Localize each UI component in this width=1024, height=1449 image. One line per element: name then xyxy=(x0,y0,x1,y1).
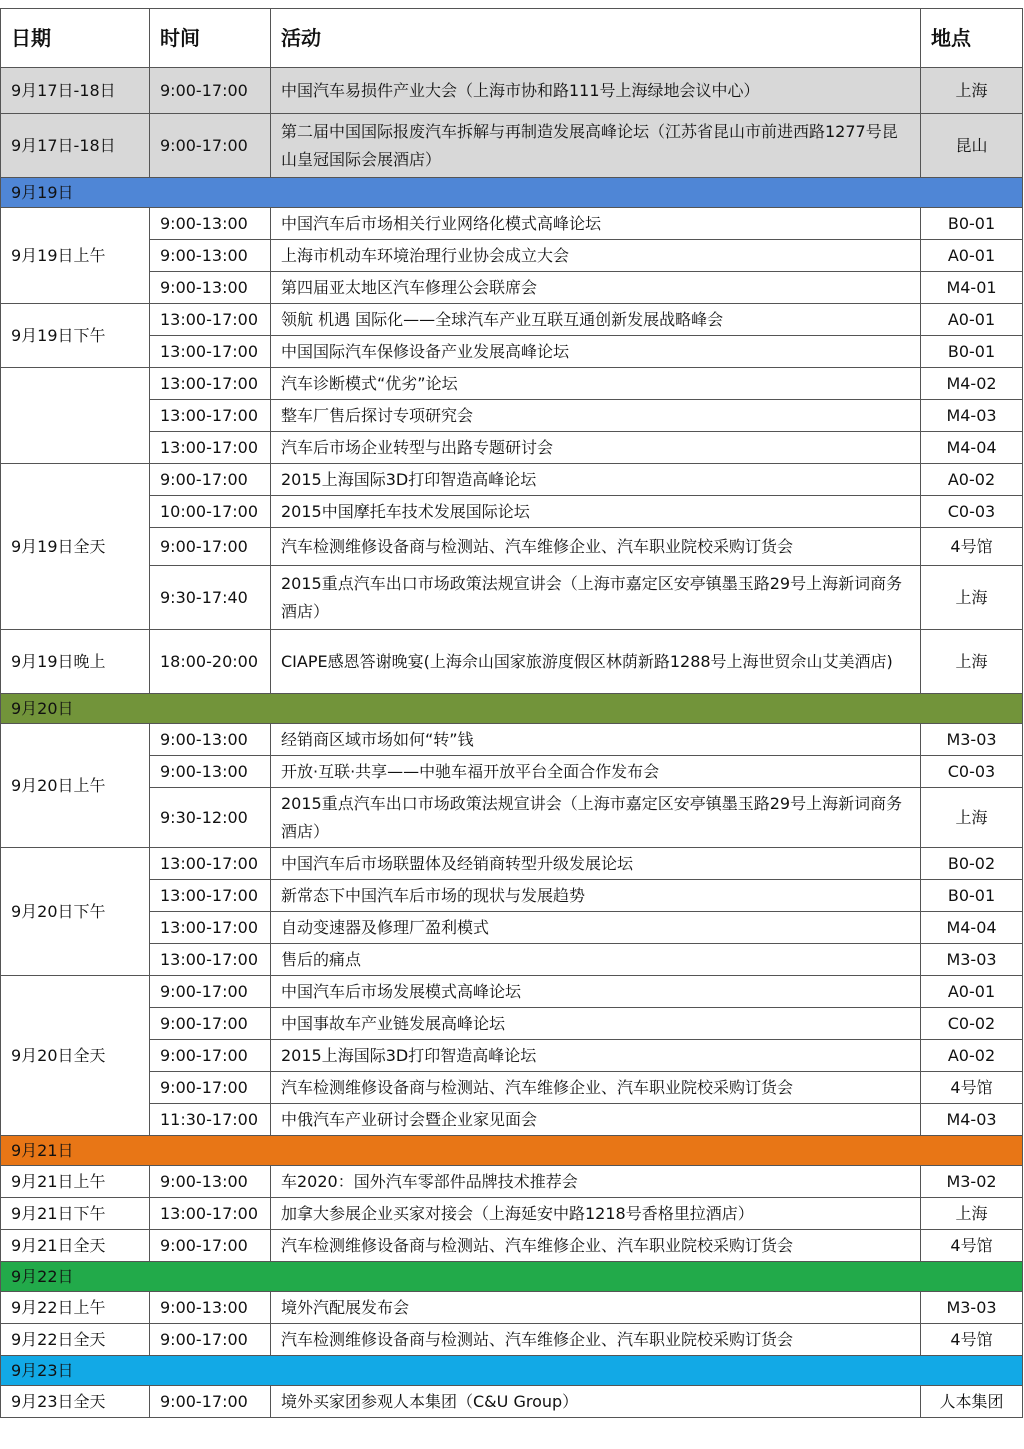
location-cell: M4-02 xyxy=(921,368,1023,400)
activity-cell: 中国汽车后市场发展模式高峰论坛 xyxy=(271,976,921,1008)
location-cell: B0-01 xyxy=(921,208,1023,240)
date-cell: 9月21日全天 xyxy=(1,1230,150,1262)
table-row xyxy=(1,114,1023,178)
location-cell: M4-03 xyxy=(921,400,1023,432)
time-cell: 9:00-13:00 xyxy=(150,1166,271,1198)
time-cell: 9:00-13:00 xyxy=(150,1292,271,1324)
location-cell: 4号馆 xyxy=(921,1324,1023,1356)
activity-cell: 2015上海国际3D打印智造高峰论坛 xyxy=(271,464,921,496)
location-cell: 上海 xyxy=(921,68,1023,114)
activity-cell: 中国事故车产业链发展高峰论坛 xyxy=(271,1008,921,1040)
section-label: 9月22日 xyxy=(1,1262,1023,1292)
activity-cell: 中国国际汽车保修设备产业发展高峰论坛 xyxy=(271,336,921,368)
time-cell: 9:00-17:00 xyxy=(150,1386,271,1418)
location-cell: 上海 xyxy=(921,566,1023,630)
section-row xyxy=(1,1136,1023,1166)
time-cell: 9:30-12:00 xyxy=(150,788,271,848)
activity-cell: 中国汽车后市场相关行业网络化模式高峰论坛 xyxy=(271,208,921,240)
location-cell: A0-02 xyxy=(921,1040,1023,1072)
time-cell: 9:00-17:00 xyxy=(150,1324,271,1356)
activity-cell: 中俄汽车产业研讨会暨企业家见面会 xyxy=(271,1104,921,1136)
time-cell: 13:00-17:00 xyxy=(150,1198,271,1230)
time-cell: 9:30-17:40 xyxy=(150,566,271,630)
table-row xyxy=(1,1292,1023,1324)
time-cell: 13:00-17:00 xyxy=(150,912,271,944)
location-cell: B0-01 xyxy=(921,336,1023,368)
date-cell: 9月20日下午 xyxy=(1,848,150,976)
table-row xyxy=(1,788,1023,848)
activity-cell: 第二届中国国际报废汽车拆解与再制造发展高峰论坛（江苏省昆山市前进西路1277号昆山皇冠国际会展酒店） xyxy=(271,114,921,178)
table-row xyxy=(1,68,1023,114)
activity-cell: 整车厂售后探讨专项研究会 xyxy=(271,400,921,432)
header-activity: 活动 xyxy=(271,9,921,68)
table-row xyxy=(1,304,1023,336)
date-cell: 9月20日上午 xyxy=(1,724,150,848)
header-date: 日期 xyxy=(1,9,150,68)
activity-cell: 2015中国摩托车技术发展国际论坛 xyxy=(271,496,921,528)
time-cell: 9:00-17:00 xyxy=(150,1008,271,1040)
table-row xyxy=(1,1230,1023,1262)
location-cell: C0-03 xyxy=(921,756,1023,788)
table-row xyxy=(1,1008,1023,1040)
table-row xyxy=(1,208,1023,240)
time-cell: 9:00-17:00 xyxy=(150,1230,271,1262)
time-cell: 13:00-17:00 xyxy=(150,880,271,912)
activity-cell: 汽车后市场企业转型与出路专题研讨会 xyxy=(271,432,921,464)
location-cell: 上海 xyxy=(921,788,1023,848)
table-row xyxy=(1,1198,1023,1230)
activity-cell: 汽车诊断模式“优劣”论坛 xyxy=(271,368,921,400)
activity-cell: 2015重点汽车出口市场政策法规宣讲会（上海市嘉定区安亭镇墨玉路29号上海新词商务酒店） xyxy=(271,788,921,848)
location-cell: M4-03 xyxy=(921,1104,1023,1136)
activity-cell: 汽车检测维修设备商与检测站、汽车维修企业、汽车职业院校采购订货会 xyxy=(271,1230,921,1262)
time-cell: 9:00-17:00 xyxy=(150,976,271,1008)
location-cell: M4-04 xyxy=(921,912,1023,944)
time-cell: 13:00-17:00 xyxy=(150,432,271,464)
location-cell: A0-01 xyxy=(921,240,1023,272)
time-cell: 13:00-17:00 xyxy=(150,944,271,976)
location-cell: 4号馆 xyxy=(921,1230,1023,1262)
location-cell: 4号馆 xyxy=(921,1072,1023,1104)
time-cell: 13:00-17:00 xyxy=(150,848,271,880)
location-cell: B0-01 xyxy=(921,880,1023,912)
activity-cell: CIAPE感恩答谢晚宴(上海佘山国家旅游度假区林荫新路1288号上海世贸佘山艾美酒店) xyxy=(271,630,921,694)
table-row xyxy=(1,848,1023,880)
activity-cell: 领航 机遇 国际化——全球汽车产业互联互通创新发展战略峰会 xyxy=(271,304,921,336)
activity-cell: 自动变速器及修理厂盈利模式 xyxy=(271,912,921,944)
location-cell: A0-01 xyxy=(921,304,1023,336)
table-row xyxy=(1,976,1023,1008)
activity-cell: 汽车检测维修设备商与检测站、汽车维修企业、汽车职业院校采购订货会 xyxy=(271,528,921,566)
section-row xyxy=(1,178,1023,208)
date-cell xyxy=(1,368,150,464)
location-cell: A0-02 xyxy=(921,464,1023,496)
time-cell: 9:00-13:00 xyxy=(150,756,271,788)
activity-cell: 汽车检测维修设备商与检测站、汽车维修企业、汽车职业院校采购订货会 xyxy=(271,1324,921,1356)
location-cell: M4-01 xyxy=(921,272,1023,304)
date-cell: 9月17日-18日 xyxy=(1,68,150,114)
table-row xyxy=(1,724,1023,756)
table-row xyxy=(1,1386,1023,1418)
time-cell: 9:00-17:00 xyxy=(150,1040,271,1072)
table-row xyxy=(1,1104,1023,1136)
activity-cell: 境外买家团参观人本集团（C&U Group） xyxy=(271,1386,921,1418)
location-cell: B0-02 xyxy=(921,848,1023,880)
time-cell: 10:00-17:00 xyxy=(150,496,271,528)
activity-cell: 经销商区域市场如何“转”钱 xyxy=(271,724,921,756)
time-cell: 9:00-17:00 xyxy=(150,464,271,496)
activity-cell: 汽车检测维修设备商与检测站、汽车维修企业、汽车职业院校采购订货会 xyxy=(271,1072,921,1104)
time-cell: 9:00-17:00 xyxy=(150,1072,271,1104)
date-cell: 9月22日上午 xyxy=(1,1292,150,1324)
activity-cell: 售后的痛点 xyxy=(271,944,921,976)
section-row xyxy=(1,694,1023,724)
header-row xyxy=(1,9,1023,68)
table-row xyxy=(1,880,1023,912)
time-cell: 18:00-20:00 xyxy=(150,630,271,694)
activity-cell: 境外汽配展发布会 xyxy=(271,1292,921,1324)
activity-cell: 车2020：国外汽车零部件品牌技术推荐会 xyxy=(271,1166,921,1198)
location-cell: 人本集团 xyxy=(921,1386,1023,1418)
date-cell: 9月20日全天 xyxy=(1,976,150,1136)
time-cell: 13:00-17:00 xyxy=(150,336,271,368)
location-cell: C0-03 xyxy=(921,496,1023,528)
schedule-body xyxy=(1,68,1023,1418)
date-cell: 9月21日上午 xyxy=(1,1166,150,1198)
activity-cell: 开放·互联·共享——中驰车福开放平台全面合作发布会 xyxy=(271,756,921,788)
table-row xyxy=(1,496,1023,528)
table-row xyxy=(1,756,1023,788)
activity-cell: 中国汽车后市场联盟体及经销商转型升级发展论坛 xyxy=(271,848,921,880)
schedule-table xyxy=(0,8,1023,1418)
activity-cell: 上海市机动车环境治理行业协会成立大会 xyxy=(271,240,921,272)
header-time: 时间 xyxy=(150,9,271,68)
location-cell: M4-04 xyxy=(921,432,1023,464)
table-row xyxy=(1,400,1023,432)
section-label: 9月19日 xyxy=(1,178,1023,208)
time-cell: 9:00-17:00 xyxy=(150,68,271,114)
activity-cell: 2015上海国际3D打印智造高峰论坛 xyxy=(271,1040,921,1072)
section-row xyxy=(1,1356,1023,1386)
time-cell: 9:00-13:00 xyxy=(150,240,271,272)
table-row xyxy=(1,368,1023,400)
time-cell: 13:00-17:00 xyxy=(150,400,271,432)
date-cell: 9月19日全天 xyxy=(1,464,150,630)
location-cell: C0-02 xyxy=(921,1008,1023,1040)
section-row xyxy=(1,1262,1023,1292)
table-row xyxy=(1,566,1023,630)
date-cell: 9月17日-18日 xyxy=(1,114,150,178)
time-cell: 13:00-17:00 xyxy=(150,368,271,400)
location-cell: M3-02 xyxy=(921,1166,1023,1198)
activity-cell: 第四届亚太地区汽车修理公会联席会 xyxy=(271,272,921,304)
location-cell: 昆山 xyxy=(921,114,1023,178)
date-cell: 9月21日下午 xyxy=(1,1198,150,1230)
table-row xyxy=(1,432,1023,464)
activity-cell: 加拿大参展企业买家对接会（上海延安中路1218号香格里拉酒店） xyxy=(271,1198,921,1230)
table-row xyxy=(1,1166,1023,1198)
table-row xyxy=(1,912,1023,944)
table-row xyxy=(1,630,1023,694)
table-row xyxy=(1,336,1023,368)
location-cell: 4号馆 xyxy=(921,528,1023,566)
time-cell: 9:00-13:00 xyxy=(150,208,271,240)
table-row xyxy=(1,1072,1023,1104)
location-cell: M3-03 xyxy=(921,1292,1023,1324)
time-cell: 9:00-13:00 xyxy=(150,724,271,756)
time-cell: 9:00-17:00 xyxy=(150,114,271,178)
date-cell: 9月23日全天 xyxy=(1,1386,150,1418)
date-cell: 9月22日全天 xyxy=(1,1324,150,1356)
table-row xyxy=(1,240,1023,272)
section-label: 9月20日 xyxy=(1,694,1023,724)
time-cell: 13:00-17:00 xyxy=(150,304,271,336)
location-cell: 上海 xyxy=(921,1198,1023,1230)
location-cell: 上海 xyxy=(921,630,1023,694)
time-cell: 11:30-17:00 xyxy=(150,1104,271,1136)
location-cell: M3-03 xyxy=(921,944,1023,976)
table-row xyxy=(1,1324,1023,1356)
table-row xyxy=(1,1040,1023,1072)
table-row xyxy=(1,272,1023,304)
table-row xyxy=(1,464,1023,496)
section-label: 9月21日 xyxy=(1,1136,1023,1166)
date-cell: 9月19日晚上 xyxy=(1,630,150,694)
activity-cell: 2015重点汽车出口市场政策法规宣讲会（上海市嘉定区安亭镇墨玉路29号上海新词商务酒店） xyxy=(271,566,921,630)
location-cell: M3-03 xyxy=(921,724,1023,756)
activity-cell: 新常态下中国汽车后市场的现状与发展趋势 xyxy=(271,880,921,912)
date-cell: 9月19日上午 xyxy=(1,208,150,304)
location-cell: A0-01 xyxy=(921,976,1023,1008)
section-label: 9月23日 xyxy=(1,1356,1023,1386)
date-cell: 9月19日下午 xyxy=(1,304,150,368)
table-row xyxy=(1,944,1023,976)
header-location: 地点 xyxy=(921,9,1023,68)
activity-cell: 中国汽车易损件产业大会（上海市协和路111号上海绿地会议中心） xyxy=(271,68,921,114)
time-cell: 9:00-13:00 xyxy=(150,272,271,304)
time-cell: 9:00-17:00 xyxy=(150,528,271,566)
table-row xyxy=(1,528,1023,566)
